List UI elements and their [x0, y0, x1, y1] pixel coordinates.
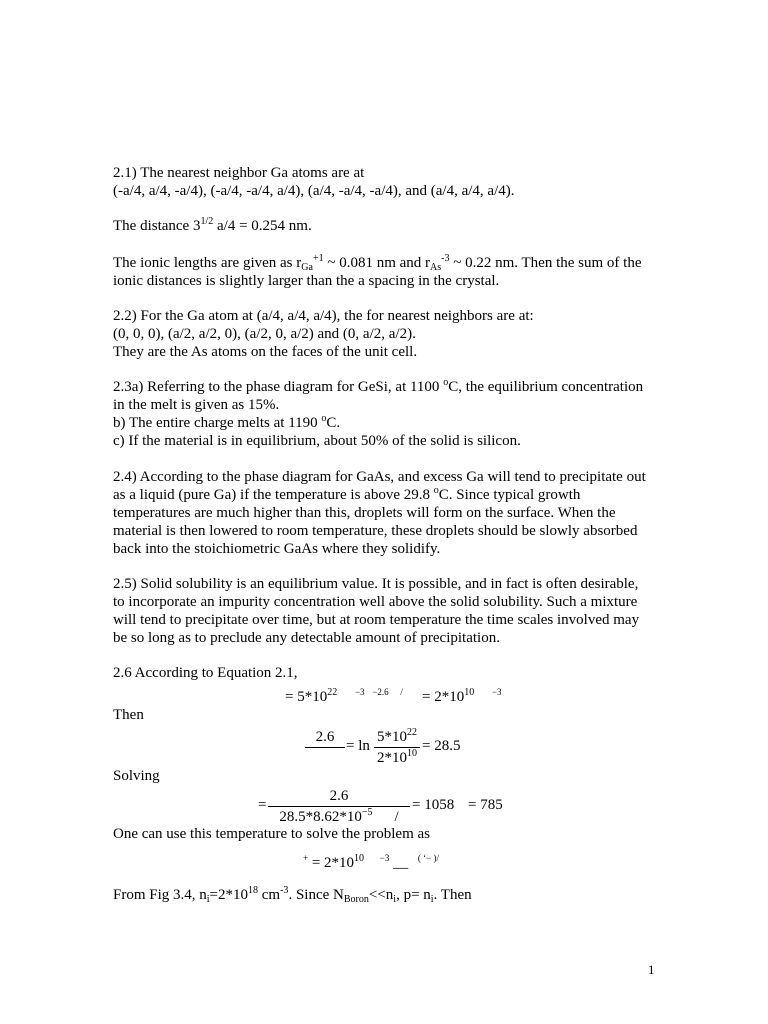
section-2-5-line4: be so long as to preclude any detectable amount of precipitation.	[113, 630, 500, 646]
solving-label: Solving	[113, 768, 160, 784]
equation-1-right: = $2*10^{10}$ $^{-3}$	[422, 687, 502, 705]
use-temperature-line: One can use this temperature to solve the problem as	[113, 826, 430, 842]
equation-2-rhs-fraction: $5*10^{22}$ $2*10^{10}$	[374, 728, 420, 767]
equation-3-result-1: = 1058	[412, 797, 455, 813]
section-2-5-line1: 2.5) Solid solubility is an equilibrium value. It is possible, and in fact is often desirable,	[113, 576, 639, 592]
equation-3-equals: =	[258, 797, 267, 813]
section-2-2-line3: They are the As atoms on the faces of the unit cell.	[113, 344, 418, 360]
section-2-1-coords: (-a/4, a/4, -a/4), (-a/4, -a/4, a/4), (a/4, -a/4, -a/4), and (a/4, a/4, a/4).	[113, 183, 515, 199]
section-2-1-ionic-line2: ionic distances is slightly larger than the a spacing in the crystal.	[113, 273, 500, 289]
section-2-4-line1: 2.4) According to the phase diagram for GaAs, and excess Ga will tend to precipitate out	[113, 469, 646, 485]
section-2-4-line4: material is then lowered to room temperature, these droplets should be slowly absorbed	[113, 523, 638, 539]
equation-2-lhs-fraction: 2.6	[305, 728, 345, 767]
then-label: Then	[113, 707, 144, 723]
section-2-3c: c) If the material is in equilibrium, about 50% of the solid is silicon.	[113, 433, 521, 449]
page-number: 1	[648, 962, 655, 977]
section-2-2-line1: 2.2) For the Ga atom at (a/4, a/4, a/4), the for nearest neighbors are at:	[113, 308, 534, 324]
equation-2-result: = 28.5	[422, 738, 461, 754]
section-2-4-line3: temperatures are much higher than this, droplets will form on the surface. When the	[113, 505, 616, 521]
equation-2-ln: = ln	[346, 738, 370, 754]
section-2-1-distance: The distance $3^{1/2}$ a/4 = 0.254 nm.	[113, 216, 312, 234]
section-2-4-line2: as a liquid (pure Ga) if the temperature is above 29.8 $^o$C. Since typical growth	[113, 485, 581, 503]
equation-3-result-2: = 785	[468, 797, 503, 813]
section-2-1-ionic: The ionic lengths are given as $r_{Ga}^{+1}$ ~ 0.081 nm and $r_{As}^{-3}$ ~ 0.22 nm. Then the sum of the	[113, 253, 642, 273]
section-2-3a-line2: in the melt is given as 15%.	[113, 397, 280, 413]
equation-4: $^+ = 2*10^{10}$ $^{-3}$ __ ( ‘− )/	[303, 853, 439, 871]
section-2-5-line3: will tend to precipitate over time, but at room temperature the time scales involved may	[113, 612, 640, 628]
equation-3-fraction: 2.6 $28.5*8.62*10^{-5}$ /	[268, 787, 410, 826]
fig-3-4-line: From Fig 3.4, $n_i=2*10^{18}$ $cm^{-3}$. Since $N_{Boron}<<n_i$, $p= n_i$. Then	[113, 885, 472, 905]
section-2-2-line2: (0, 0, 0), (a/2, a/2, 0), (a/2, 0, a/2) and (0, a/2, a/2).	[113, 326, 416, 342]
section-2-3a: 2.3a) Referring to the phase diagram for GeSi, at 1100 $^o$C, the equilibrium concentration	[113, 377, 644, 395]
section-2-4-line5: back into the stoichiometric GaAs where they solidify.	[113, 541, 441, 557]
section-2-1-heading: 2.1) The nearest neighbor Ga atoms are at	[113, 165, 365, 181]
section-2-5-line2: to incorporate an impurity concentration well above the solid solubility. Such a mixture	[113, 594, 638, 610]
section-2-6-intro: 2.6 According to Equation 2.1,	[113, 665, 298, 681]
equation-1: = $5*10^{22}$ $^{-3}$ $^{-2.6}$ /	[285, 687, 403, 705]
section-2-3b: b) The entire charge melts at 1190 $^o$C.	[113, 413, 341, 431]
